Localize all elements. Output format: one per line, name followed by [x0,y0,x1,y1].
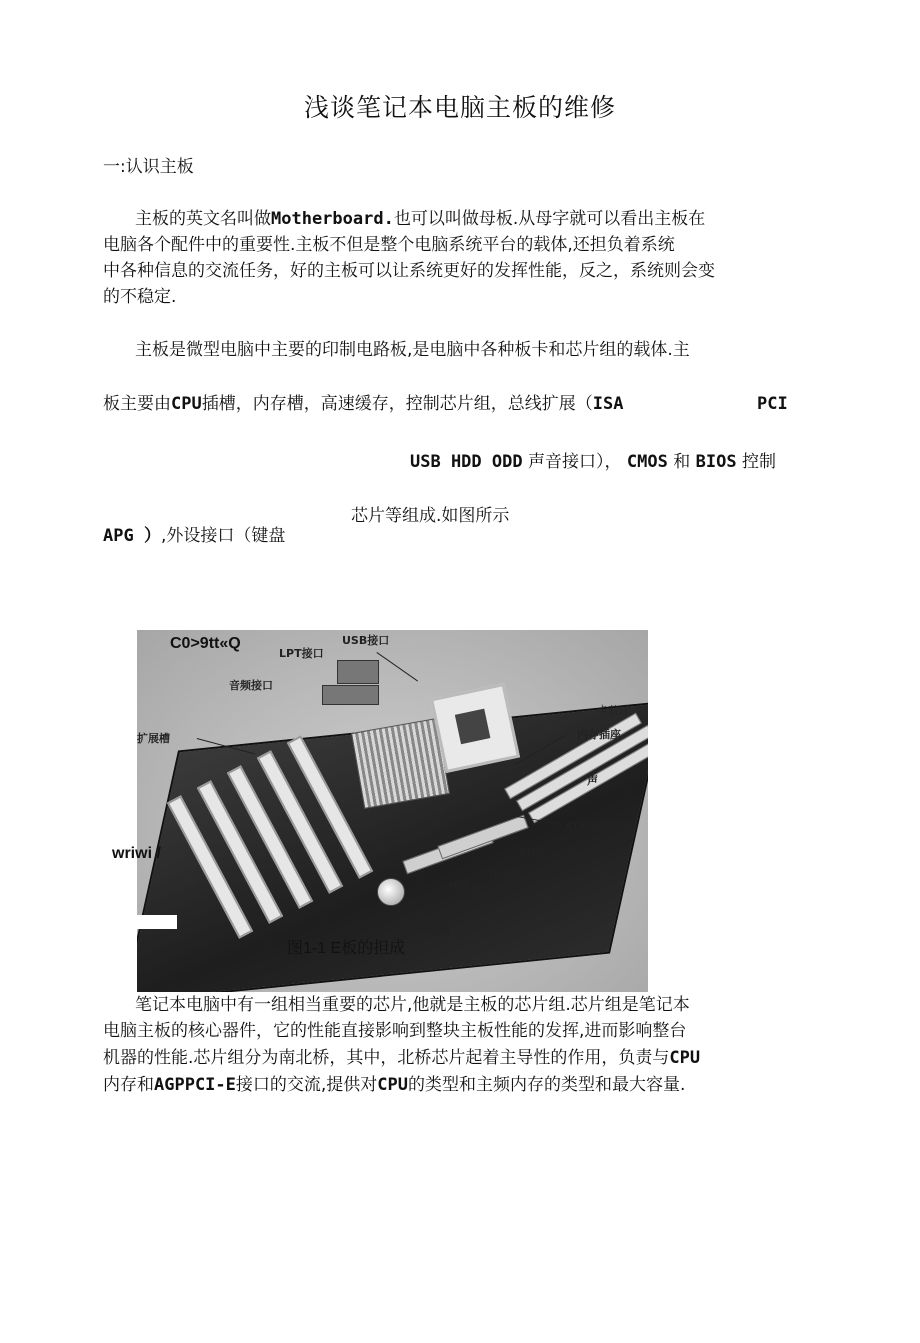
para2-text: 声音接口）， [528,452,622,472]
label-ide1: IDE1 [489,868,518,881]
cpu-term: CPU [377,1075,409,1095]
figure-caption: 图1-1 E板的担成 [287,940,406,957]
para2-line1: 主板是微型电脑中主要的印制电路板,是电脑中各种板卡和芯片组的载体.主 [135,340,690,360]
chipset-heatsink [351,718,450,809]
label-usb: USB接口 [342,634,390,647]
para1-text: 主板的英文名叫做 [135,209,271,229]
para3-text: 接口的交流,提供对 [235,1075,378,1095]
agp-pcie-term: AGPPCI-E [154,1075,236,1095]
apg-term: APG ） [103,526,161,546]
para1-line2: 电脑各个配件中的重要性.主板不但是整个电脑系统平台的载体,还担负着系统 [103,235,675,255]
bios-term: BIOS [695,452,737,472]
label-card: 卡若片 [597,704,630,717]
para1-line4: 的不稳定. [103,287,177,307]
leader-line [376,652,418,681]
label-fdc: FDC [519,847,544,860]
para3-line4 [103,1072,685,1098]
usb-port-block [337,660,379,684]
para1-text: 也可以叫做母板.从母字就可以看出主板在 [393,209,706,229]
para2-line4: 芯片等组成.如图所示 [351,506,510,526]
para2-text: 板主要由 [103,394,171,414]
para3-text: 机器的性能.芯片组分为南北桥，其中，北桥芯片起着主导性的作用，负责与 [103,1048,670,1068]
label-bios: BIOS [299,965,329,978]
label-cmos: CMOS电池 [392,923,451,936]
para2-text: 和 [673,452,691,472]
para3-line3 [103,1045,700,1071]
para2-line2 [103,391,623,417]
cpu-term: CPU [171,394,202,414]
page-title: 浅谈笔记本电脑主板的维修 [303,93,616,122]
section-heading: 一:认识主板 [103,157,194,177]
lpt-port-block [322,685,379,705]
label-atx: ATX电源插座 [564,820,632,833]
para2-line3 [410,449,776,475]
para2-text: 控制 [742,452,777,472]
figure-overlay-top: C0>9tt«Q [170,635,241,652]
cpu-term: CPU [669,1048,701,1068]
label-north: 声 [587,774,598,787]
cmos-term: CMOS [626,452,668,472]
para3-line1: 笔记本电脑中有一组相当重要的芯片,他就是主板的芯片组.芯片组是笔记本 [135,995,690,1015]
para2-text: ,外设接口（键盘 [160,526,286,546]
isa-term: ISA [592,394,624,414]
label-ide2: IDE2 [449,880,478,893]
label-lpt: LPT接口 [279,647,324,660]
usb-hdd-odd-term: USB HDD ODD [410,452,523,472]
label-audio: 音频接口 [229,679,273,692]
label-memory: 内存插座 [577,728,621,741]
white-patch [137,915,177,929]
motherboard-term: Motherboard. [271,209,394,229]
para2-text: 插槽，内存槽，高速缓存，控制芯片组，总线扩展（ [201,394,593,414]
para3-text: 内存和 [103,1075,154,1095]
para2-line5 [103,523,285,549]
pci-term: PCI [757,394,788,414]
cpu-socket [430,683,520,773]
para1-line3: 中各种信息的交流任务，好的主板可以让系统更好的发挥性能，反之，系统则会变 [103,261,715,281]
para3-text: 的类型和主频内存的类型和最大容量. [408,1075,686,1095]
figure-overlay-left: wriwi / [112,845,161,862]
cmos-battery [377,878,405,906]
para3-line2: 电脑主板的核心器件，它的性能直接影响到整块主板性能的发挥,进而影响整台 [103,1021,687,1041]
para1-line1 [135,206,705,232]
label-expansion: 扩展槽 [137,732,170,745]
